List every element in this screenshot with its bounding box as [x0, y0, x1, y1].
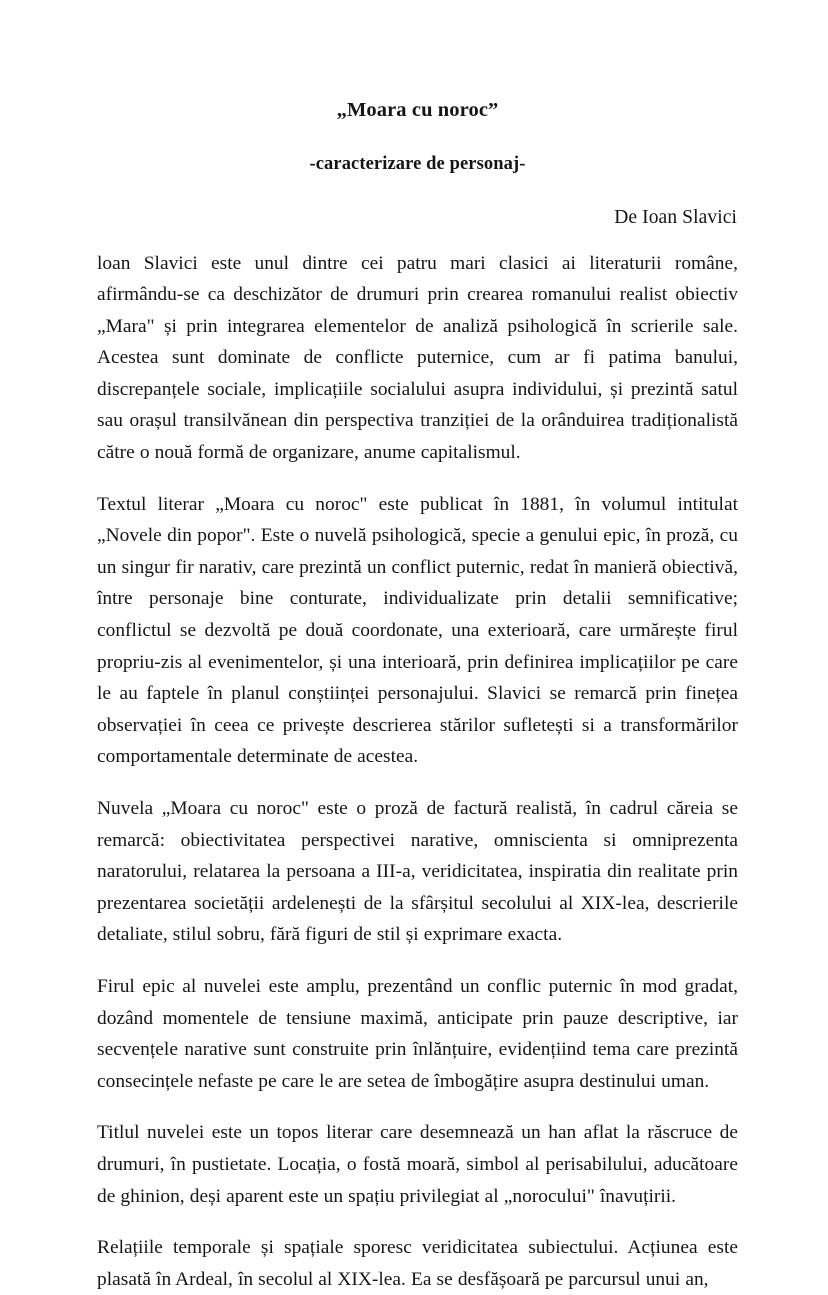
body-paragraph: Textul literar „Moara cu noroc" este publicat în 1881, în volumul intitulat „Novele din popor". Este o nuvelă psihologică, specie a genului epic, în proză, cu un singur fir narativ, care prezintă un conflict puternic, redat în manieră obiectivă, între personaje bine conturate, individualizate prin detalii semnificative; conflictul se dezvoltă pe două coordonate, una exterioară, care urmărește firul propriu-zis al evenimentelor, și una interioară, prin definirea implicațiilor pe care le au faptele în planul conștiinței personajului. Slavici se remarcă prin finețea observației în ceea ce privește descrierea stărilor sufletești si a transformărilor comportamentale determinate de acestea. [97, 493, 738, 768]
body-paragraph: Firul epic al nuvelei este amplu, prezentând un conflic puternic în mod gradat, dozând momentele de tensiune maximă, anticipate prin pauze descriptive, iar secvențele narative sunt construite prin înlănțuire, evidențiind tema care prezintă consecințele nefaste pe care le are setea de îmbogățire asupra destinului uman. [97, 975, 738, 1092]
body-paragraph: Titlul nuvelei este un topos literar care desemnează un han aflat la răscruce de drumuri, în pustietate. Locația, o fostă moară, simbol al perisabilului, aducătoare de ghinion, deși aparent este un spațiu privilegiat al „norocului" înavuțirii. [97, 1122, 738, 1207]
document-subtitle: -caracterizare de personaj- [309, 153, 526, 174]
document-title: „Moara cu noroc” [336, 99, 499, 121]
body-paragraph: loan Slavici este unul dintre cei patru mari clasici ai literaturii române, afirmându-se ca deschizător de drumuri prin crearea romanului realist obiectiv „Mara" și prin integrarea elementelor de analiză psihologică în scrierile sale. Acestea sunt dominate de conflicte puternice, cum ar fi patima banului, discrepanțele sociale, implicațiile socialului asupra individului, și prezintă satul sau orașul transilvănean din perspectiva tranziției de la orânduirea tradiționalistă către o nouă formă de organizare, anume capitalismul. [97, 252, 738, 464]
document-byline: De Ioan Slavici [614, 207, 737, 228]
body-paragraph: Nuvela „Moara cu noroc" este o proză de factură realistă, în cadrul căreia se remarcă: obiectivitatea perspectivei narative, omniscienta si omniprezenta naratorului, relatarea la persoana a III-a, veridicitatea, inspiratia din realitate prin prezentarea societății ardelenești de la sfârșitul secolului al XIX-lea, descrierile detaliate, stilul sobru, fără figuri de stil și exprimare exacta. [97, 798, 738, 946]
document-body [97, 97, 738, 1295]
body-paragraph: Relațiile temporale și spațiale sporesc veridicitatea subiectului. Acțiunea este plasată în Ardeal, în secolul al XIX-lea. Ea se desfășoară pe parcursul unui an, [97, 1237, 738, 1290]
